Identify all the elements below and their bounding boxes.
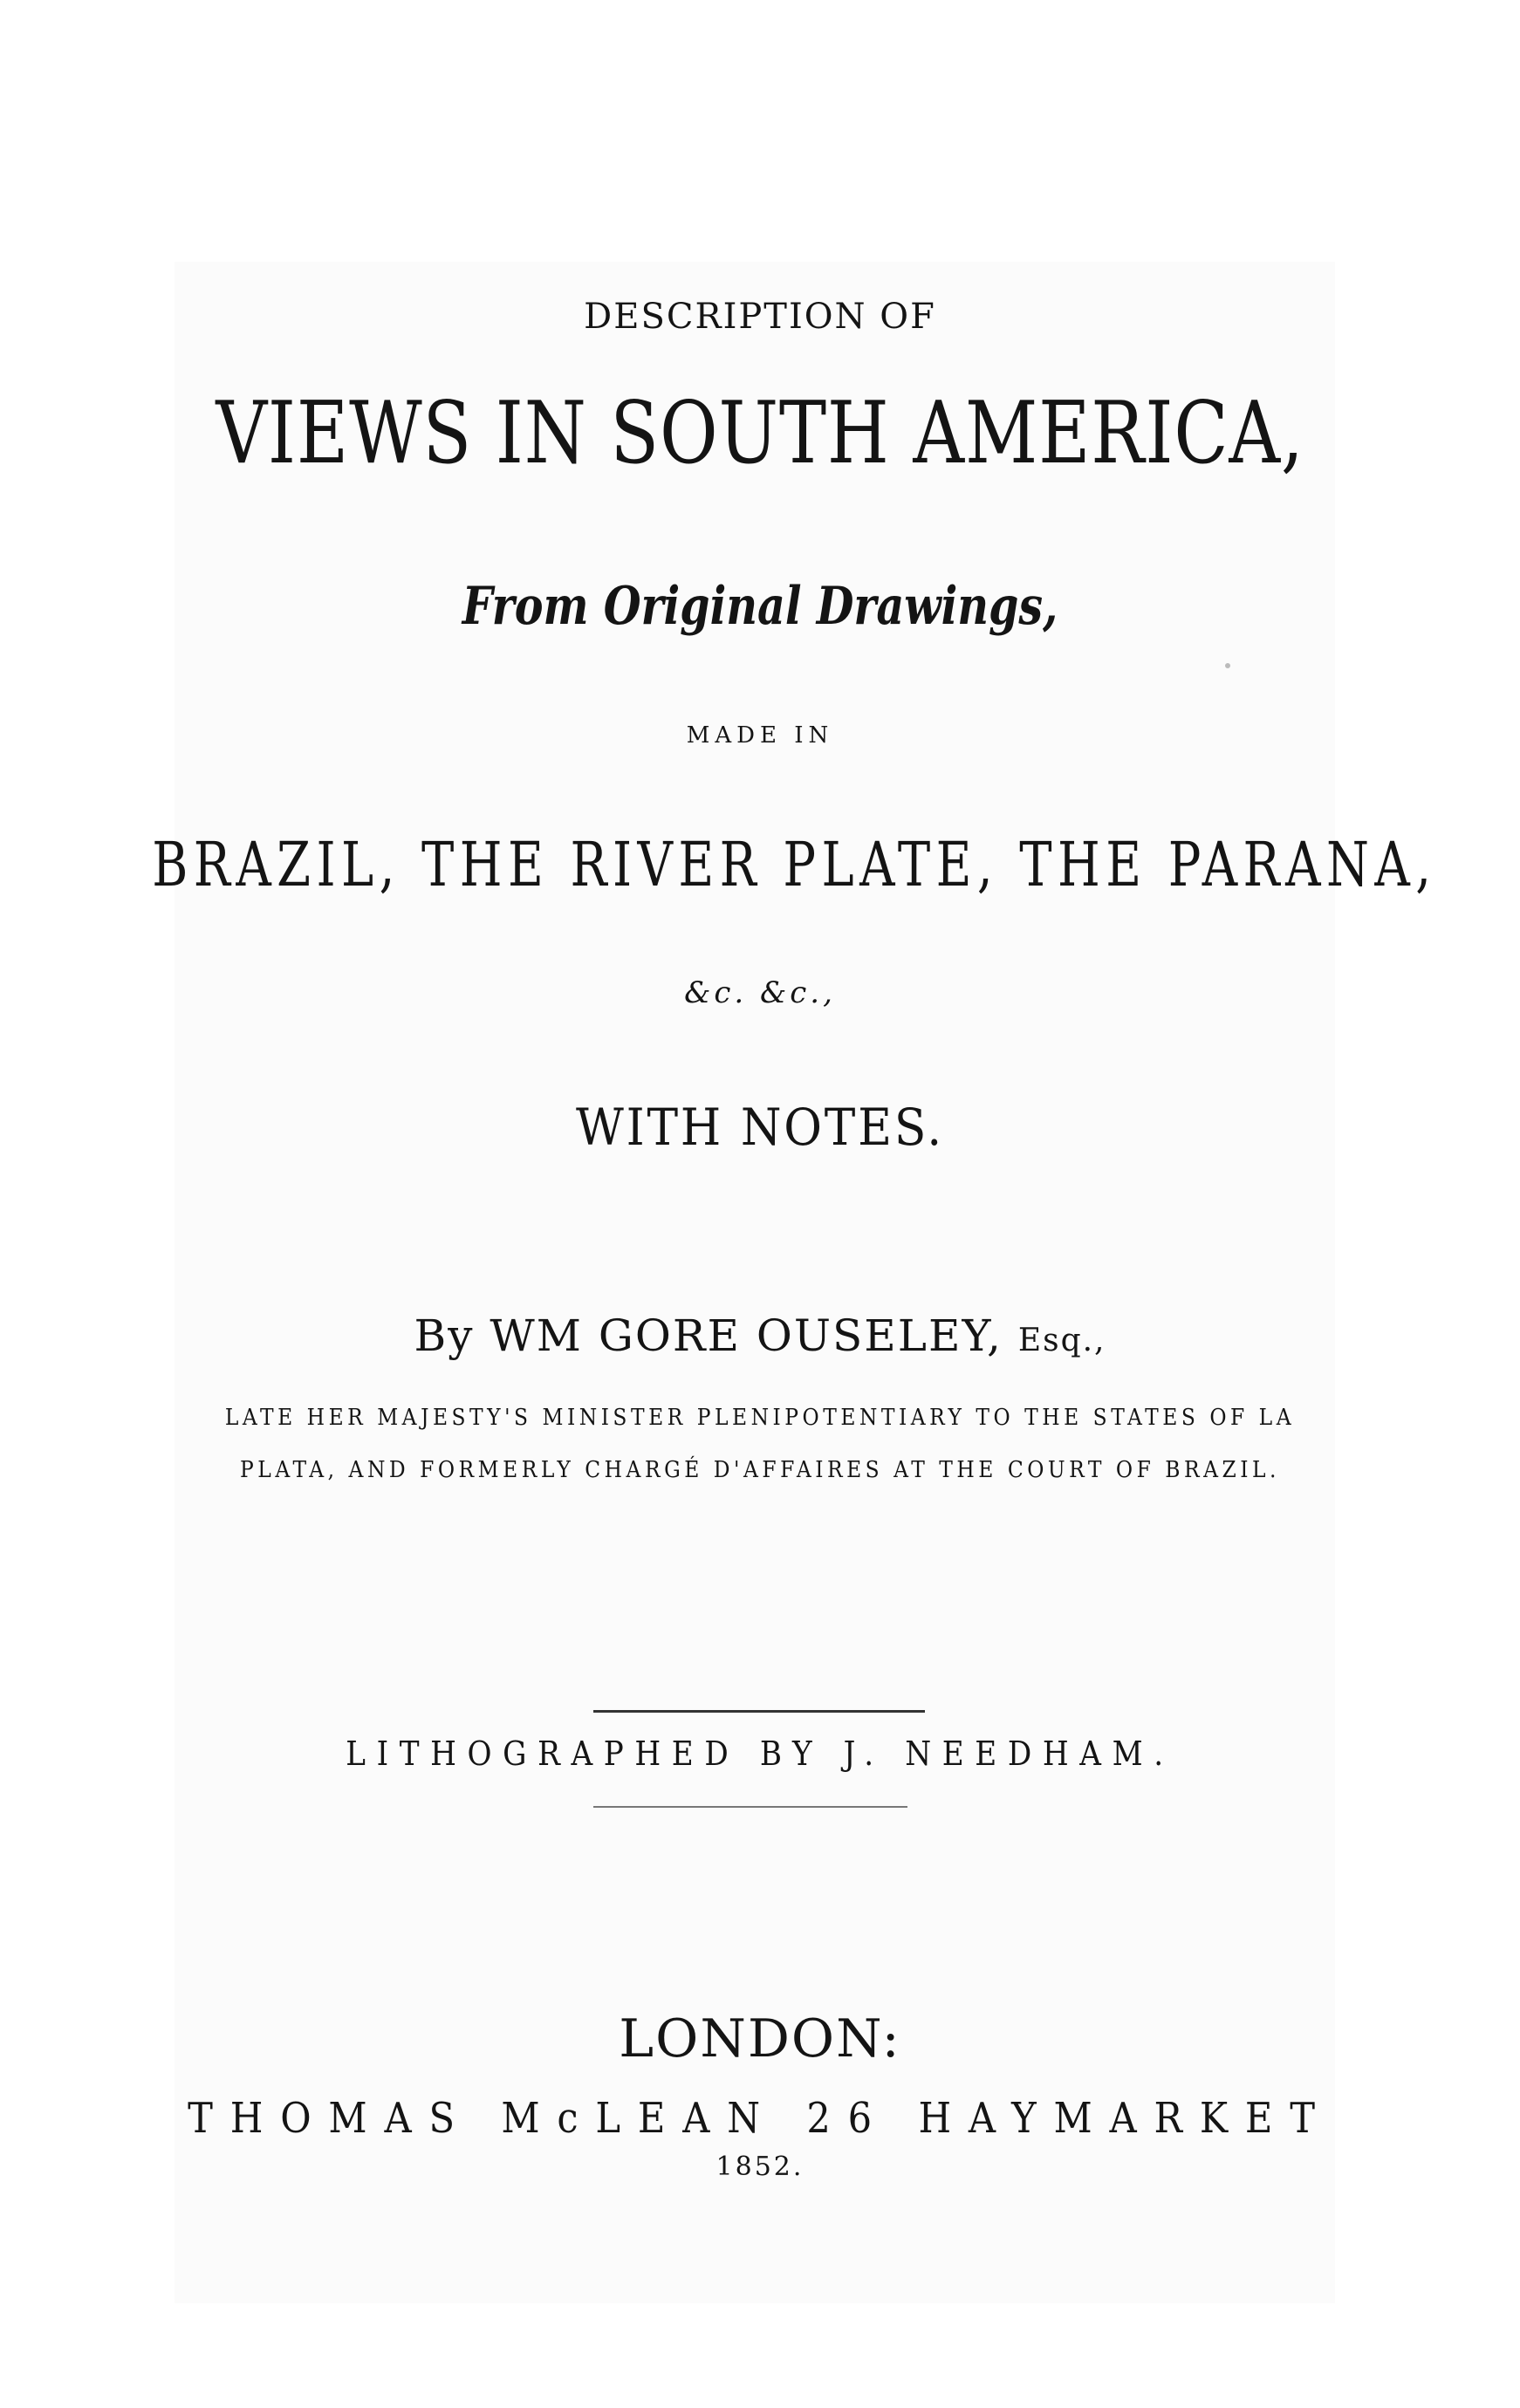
places-line: BRAZIL, THE RIVER PLATE, THE PARANA, [152, 829, 1437, 900]
imprint-year: 1852. [715, 2151, 805, 2182]
bottom-divider [593, 1806, 907, 1808]
author-credentials-line-2: PLATA, AND FORMERLY CHARGÉ D'AFFAIRES AT THE COURT OF BRAZIL. [240, 1457, 1280, 1483]
main-title: VIEWS IN SOUTH AMERICA, [216, 384, 1304, 483]
author-prefix: By [414, 1310, 475, 1361]
made-in-label: MADE IN [686, 722, 834, 749]
imprint-publisher: THOMAS McLEAN 26 HAYMARKET [188, 2094, 1332, 2143]
paper-speck [1225, 663, 1230, 668]
etcetera-line: &c. &c., [684, 975, 836, 1010]
author-name: WM GORE OUSELEY, [490, 1310, 1003, 1361]
with-notes-line: WITH NOTES. [576, 1098, 944, 1157]
description-of-heading: DESCRIPTION OF [584, 297, 936, 337]
lithographer-line: LITHOGRAPHED BY J. NEEDHAM. [346, 1734, 1174, 1773]
author-credentials-line-1: LATE HER MAJESTY'S MINISTER PLENIPOTENTIARY TO THE STATES OF LA [224, 1405, 1296, 1431]
author-line [0, 1310, 1520, 1361]
imprint-city: LONDON: [619, 2008, 901, 2069]
page-background [175, 262, 1335, 2303]
from-original-drawings: From Original Drawings, [462, 576, 1058, 637]
top-divider [593, 1710, 925, 1713]
author-suffix: Esq., [1017, 1323, 1106, 1358]
